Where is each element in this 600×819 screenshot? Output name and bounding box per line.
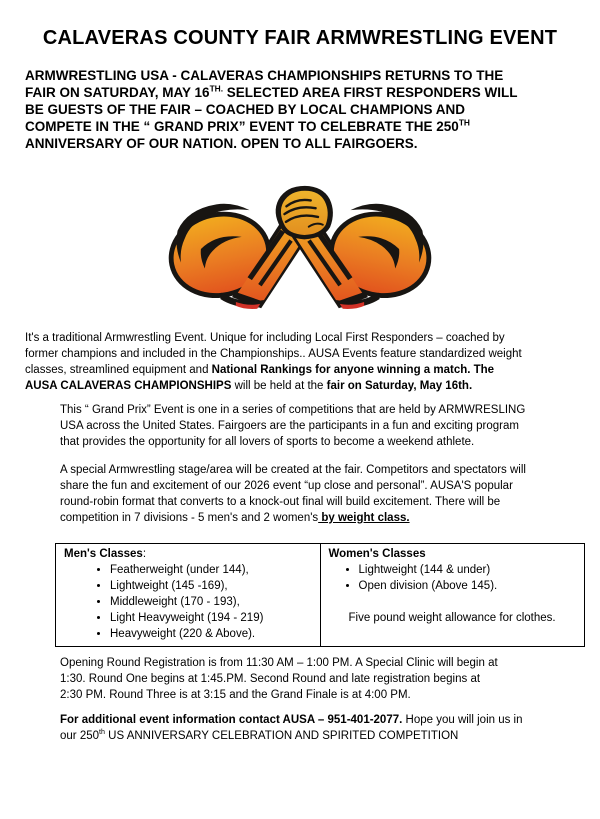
mens-classes-cell <box>56 544 321 647</box>
mens-classes-heading-text: Men's Classes <box>64 548 143 560</box>
text-segment: Hope you will join us in <box>402 714 523 726</box>
text-segment: A special Armwrestling stage/area will be created at the fair. Competitors and spectators will <box>60 464 526 476</box>
text-segment: USA across the United States. Fairgoers are the participants in a fun and exciting program <box>60 420 519 432</box>
text-segment: 2:30 PM. Round Three is at 3:15 and the Grand Finale is at 4:00 PM. <box>60 689 411 701</box>
intro-paragraph <box>25 67 600 152</box>
text-segment: will be held at the <box>231 380 327 392</box>
text-segment: TH <box>458 117 470 128</box>
text-segment: th <box>99 728 105 737</box>
text-segment: This “ Grand Prix” Event is one in a series of competitions that are held by ARMWRESLING <box>60 404 526 416</box>
flyer-page <box>0 26 600 819</box>
weight-class-item: • Light Heavyweight (194 - 219) <box>110 610 312 626</box>
schedule-paragraph <box>60 655 600 703</box>
text-segment: ANNIVERSARY OF OUR NATION. OPEN TO ALL FAIRGOERS. <box>25 136 418 151</box>
contact-paragraph <box>60 712 600 744</box>
text-segment: fair on Saturday, May 16th. <box>326 380 473 392</box>
text-segment: US ANNIVERSARY CELEBRATION AND SPIRITED COMPETITION <box>104 730 459 742</box>
page-title: CALAVERAS COUNTY FAIR ARMWRESTLING EVENT <box>42 27 558 49</box>
womens-classes-list <box>329 562 577 594</box>
clasped-hands <box>276 186 333 239</box>
stage-format-paragraph <box>60 462 600 526</box>
text-segment: former champions and included in the Championships.. AUSA Events feature standardized weight <box>25 348 522 360</box>
text-segment: BE GUESTS OF THE FAIR – COACHED BY LOCAL CHAMPIONS AND <box>25 102 466 117</box>
mens-classes-heading-colon: : <box>142 548 147 560</box>
weight-class-item: • Middleweight (170 - 193), <box>110 594 312 610</box>
weight-class-item: • Featherweight (under 144), <box>110 562 312 578</box>
table-row <box>56 544 585 647</box>
text-segment: round-robin format that converts to a knock-out final will build excitement. There will be <box>60 496 501 508</box>
text-segment: by weight class. <box>318 512 410 524</box>
weight-class-item: • Heavyweight (220 & Above). <box>110 626 312 642</box>
text-segment: FAIR ON SATURDAY, MAY 16 <box>25 85 210 100</box>
womens-classes-cell <box>320 544 585 647</box>
text-segment: 1:30. Round One begins at 1:45.PM. Second Round and late registration begins at <box>60 673 481 685</box>
text-segment: National Rankings for anyone winning a match. The <box>211 364 495 376</box>
mens-classes-heading <box>64 546 312 562</box>
text-segment: SELECTED AREA FIRST RESPONDERS WILL <box>223 85 518 100</box>
text-segment: ARMWRESTLING USA - CALAVERAS CHAMPIONSHIPS RETURNS TO THE <box>25 68 504 83</box>
text-segment: AUSA CALAVERAS CHAMPIONSHIPS <box>25 380 232 392</box>
text-segment: that provides the opportunity for all lovers of sports to become a weekend athlete. <box>60 436 475 448</box>
weight-class-item: • Open division (Above 145). <box>359 578 577 594</box>
weight-classes-table <box>55 543 585 647</box>
weight-class-item: • Lightweight (145 -169), <box>110 578 312 594</box>
event-description-paragraph <box>25 330 600 394</box>
text-segment: our 250 <box>60 730 100 742</box>
text-segment: TH. <box>209 83 224 94</box>
text-segment: COMPETE IN THE “ GRAND PRIX” EVENT TO CELEBRATE THE 250 <box>25 119 459 134</box>
text-segment: share the fun and excitement of our 2026 event “up close and personal”. AUSA'S popular <box>60 480 513 492</box>
armwrestling-clipart <box>160 182 440 318</box>
grand-prix-paragraph <box>60 402 600 450</box>
weight-class-item: • Lightweight (144 & under) <box>359 562 577 578</box>
weight-allowance-note: Five pound weight allowance for clothes. <box>348 612 556 624</box>
spacer <box>329 594 577 610</box>
text-segment: For additional event information contact AUSA – 951-401-2077. <box>60 714 403 726</box>
womens-classes-heading: Women's Classes <box>328 548 426 560</box>
text-segment: Opening Round Registration is from 11:30 AM – 1:00 PM. A Special Clinic will begin at <box>60 657 498 669</box>
mens-classes-list <box>64 562 312 642</box>
text-segment: competition in 7 divisions - 5 men's and 2 women's <box>60 512 319 524</box>
text-segment: classes, streamlined equipment and <box>25 364 212 376</box>
text-segment: It's a traditional Armwrestling Event. Unique for including Local First Responders – coached by <box>25 332 505 344</box>
